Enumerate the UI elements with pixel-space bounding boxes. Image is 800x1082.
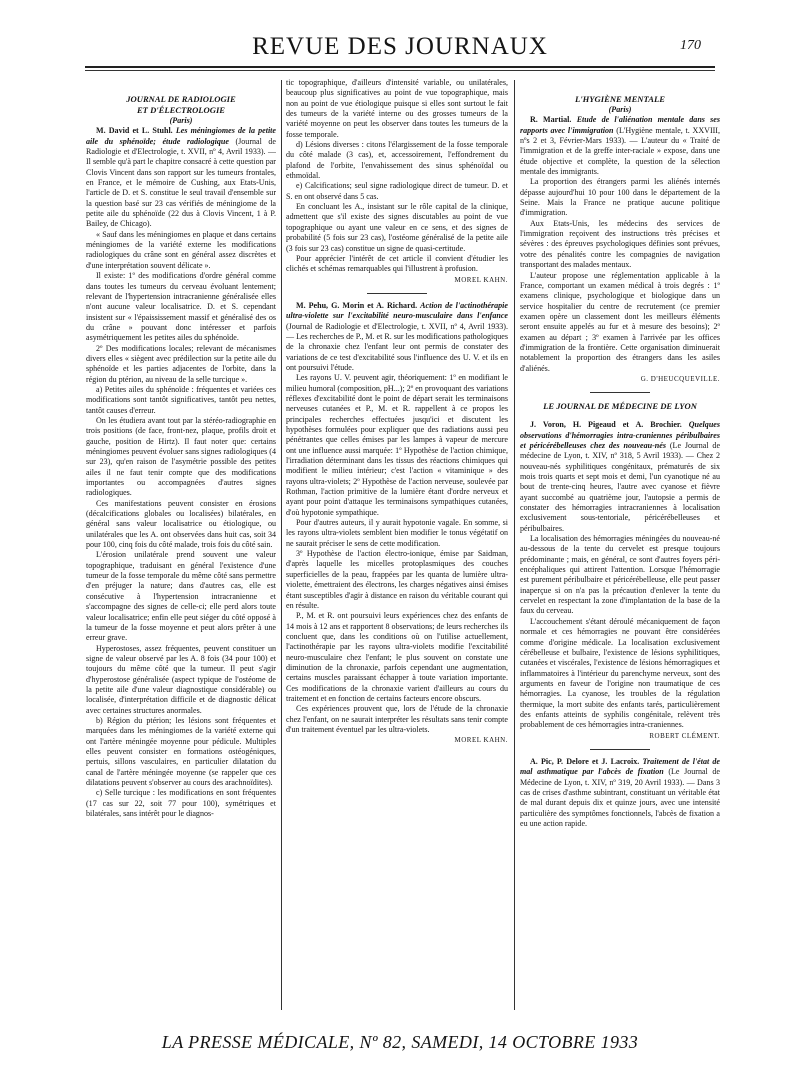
article-body: (Le Journal de médecine de Lyon, t. XIV, nº 318, 5 Avril 1933). — Chez 2 nouveau-nés syphilitiques congénitaux, prématurés de six mois trois quarts et sept mois et demi, l'un cyanotique né au bout de trente-cinq heures, l'autre avec cyanose et fièvre ayant succombé au quatrième jour, l'autopsie a permis de constater des hémorragies intracraniennes à localisation exclusivement sous-tentoriale, péricérébelleuses et péribulbaires. <box>520 440 720 533</box>
page-footer: LA PRESSE MÉDICALE, Nº 82, SAMEDI, 14 OCTOBRE 1933 <box>161 1032 639 1052</box>
paragraph: Pour d'autres auteurs, il y aurait hypotonie vagale. En somme, si les rayons ultra-violets semblent bien modifier le tonus végétatif on ne saurait préciser le sens de cette modification. <box>286 518 508 548</box>
article-body: (Journal de Radiologie et d'Electrologie, t. XVII, nº 4, Avril 1933). — Les recherches de P., M. et R. sur les modifications pathologiques de la chronaxie chez l'enfant leur ont permis de constater des variations de ce test d'excitabilité sous l'influence des U. V. et ils en ont poursuivi l'étude. <box>286 321 508 372</box>
article-lead <box>286 301 508 373</box>
paragraph: Il existe: 1º des modifications d'ordre général comme dans toutes les tumeurs du cerveau évoluant lentement; relevant de l'hypertension intracranienne généralisée elles n'ont aucune valeur localisatrice. D. et S. cependant insistent sur « l'épaississement massif et généralisé des os du crâne » pouvant donc intéresser et parfois asymétriquement les petites ailes du sphénoïde. <box>86 271 276 343</box>
paragraph: 2º Des modifications locales; relevant de mécanismes divers elles « siègent avec prédilection sur la petite aile du sphénoïde et les parties adjacentes de l'orbite, dans la région du ptérion, au niveau de la selle turcique ». <box>86 343 276 384</box>
author-signature: G. D'HEUCQUEVILLE. <box>640 374 720 383</box>
article-title: Etude de l'aliénation mentale dans ses rapports avec l'immigration <box>520 115 720 135</box>
paragraph: Aux Etats-Unis, les médecins des services de l'immigration reçoivent des instructions très précises et sévères : des épreuves psychologiques définies sont prévues, votre des pénalités contre les compagnies de navigation transportant des malades mentaux. <box>520 218 720 270</box>
article-lead <box>520 757 720 829</box>
page-title: REVUE DES JOURNAUX <box>252 33 548 60</box>
article-body: (Journal de Radiologie et d'Electrologie, t. XVII, nº 4, Avril 1933). — Il semble qu'à part le chapitre consacré à cette question par Clovis Vincent dans son rapport sur les tumeurs frontales, en France, et le mémoire de Cushing, aux Etats-Unis, l'article de D. et S. constitue le seul travail d'ensemble sur la question basé sur 23 cas vérifiés de méningiome de la petite aile du sphénoïde (22 dus à Clovis Vincent, 1 à P. Bailey, de Chicago). <box>86 136 276 229</box>
paragraph: En concluant les A., insistant sur le rôle capital de la clinique, admettent que s'il existe des signes discutables au point de vue topographique ou ayant une valeur en ce sens, et des signes de probabilité (5 fois sur 23 cas), l'ostéome généralisé de la petite aile (3 fois sur 23 cas) constitue un signe de quasi-certitude. <box>286 202 508 253</box>
article-separator <box>590 392 650 393</box>
journal-heading-line2: ET D'ÉLECTROLOGIE <box>136 105 226 115</box>
article-lead <box>520 420 720 534</box>
page-number: 170 <box>680 38 701 53</box>
column-left <box>86 78 276 1018</box>
paragraph: b) Région du ptérion; les lésions sont fréquentes et marquées dans les méningiomes de la variété externe qui ont l'artère méningée moyenne pour pédicule. Multiples elles peuvent consister en formations ostéogéniques, pertuis, sillons vasculaires, en particulier dilatation du canal de l'artère méningée moyenne (se rappeler que ces dilatations peuvent s'observer au cours des arachnoïdites). <box>86 715 276 787</box>
paragraph: tic topographique, d'ailleurs d'intensité variable, ou unilatérales, beaucoup plus significatives au point de vue topographique, mais non au point de vue étiologique puisque si elles sont surtout le fait des tumeurs de la variété interne ou des grosses tumeurs de la variété moyenne on peut les observer dans toutes les tumeurs de la fosse temporale. <box>286 78 508 139</box>
column-divider-1 <box>281 80 282 1010</box>
paragraph: On les étudiera avant tout par la stéréo-radiographie en trois positions (de face, front-nez, plaque, profils droit et gauche, position de Hirtz). Il faut noter que: certains méningiomes peuvent évoluer sans signes radiologiques (4 sur 23), qu'en raison de l'asymétrie possible des petites ailes il ne faut tenir compte que des modifications importantes ou accompagnées d'autres signes radiologiques. <box>86 415 276 498</box>
paragraph: « Sauf dans les méningiomes en plaque et dans certains méningiomes de la variété externe les modifications radiologiques du crâne sont en général assez discrètes et d'une interprétation souvent délicate ». <box>86 229 276 270</box>
journal-heading: LE JOURNAL DE MÉDECINE DE LYON <box>543 401 697 412</box>
header-rule <box>85 66 715 68</box>
article-title: Quelques observations d'hémorragies intra-craniennes péribulbaires et péricérébelleuses chez des nouveau-nés <box>520 420 720 450</box>
paragraph: P., M. et R. ont poursuivi leurs expériences chez des enfants de 14 mois à 12 ans et rapportent 8 observations; de leurs recherches ils concluent que, dans les conditions où on l'utilise actuellement, l'actinothérapie par les rayons ultra-violets modifie l'excitabilité neuro-musculaire chez l'enfant; le plus souvent on constate une diminution de la chronaxie, parfois cependant une augmentation, certains muscles paraissant échapper à toute variation importante. Ces modifications de la chronaxie varient d'ailleurs au cours du traitement et en fonction de certains facteurs encore obscurs. <box>286 611 508 703</box>
paragraph: L'auteur propose une réglementation applicable à la France, comportant un examen médical à trois degrés : 1º examens clinique, psychologique et biologique dans un service hospitalier du centre de recrutement (ce premier examen opère un classement dont les meilleurs éléments seront ensuite appelés au fur et à mesure des besoins); 2º examen au départ ; 3º examen à l'arrivée par les offices d'immigration de la frontière. Cette organisation diminuerait notablement la proportion des étrangers dans les asiles d'aliénés. <box>520 270 720 373</box>
paragraph: Ces manifestations peuvent consister en érosions (décalcifications globales ou localisées) bilatérales, en général sans valeur localisatrice ou étiologique, ou unilatérales que les A. ont observées dans huit cas, soit 34 pour 100, cinq fois du côté malade, trois fois du côté sain. <box>86 498 276 550</box>
paragraph: L'accouchement s'étant déroulé mécaniquement de façon normale et ces hémorragies ne pouvant être considérées comme d'origine médicale. La localisation exclusivement cérébelleuse et bulbaire, l'existence de lésions syphilitiques, cutanées et viscérales, l'existence de lésions hémorragiques et inflammatoires à l'intérieur du parenchyme nerveux, sont des arguments en faveur de l'origine non traumatique de ces hémorragies. La cyanose, les troubles de la régulation thermique, la mort subite des enfants tarés, particulièrement des enfants atteints de syphilis congénitale, relèvent très probablement de ces hémorragies intra-craniennes. <box>520 616 720 730</box>
paragraph: e) Calcifications; seul signe radiologique direct de tumeur. D. et S. en ont observé dans 5 cas. <box>286 181 508 201</box>
article-title: Action de l'actinothérapie ultra-violette sur l'excitabilité neuro-musculaire dans l'enfance <box>286 300 508 321</box>
paragraph: a) Petites ailes du sphénoïde : fréquentes et variées ces modifications sont tantôt significatives, tantôt peu nettes, tantôt causes d'erreur. <box>86 384 276 415</box>
article-lead <box>520 115 720 177</box>
column-middle <box>286 78 508 1018</box>
article-separator <box>367 293 427 294</box>
paragraph: Ces expériences prouvent que, lors de l'étude de la chronaxie chez l'enfant, on ne saurait interpréter les résultats sans tenir compte d'un traitement éventuel par les ultra-violets. <box>286 704 508 734</box>
paragraph: 3º Hypothèse de l'action électro-ionique, émise par Saidman, d'après laquelle les micelles protoplasmiques des couches superficielles de la peau, frappées par les quanta de lumière ultra-violette, émettraient des électrons, les charges négatives ainsi émises étant susceptibles d'agir à distance en raison du véritable courant qui en résulte. <box>286 549 508 610</box>
column-right <box>520 78 720 1018</box>
paragraph: d) Lésions diverses : citons l'élargissement de la fosse temporale du côté malade (3 cas), et, accessoirement, l'effondrement du plafond de l'orbite, l'envahissement des sinus sphénoïdal ou ethmoïdal. <box>286 140 508 181</box>
article-body: (L'Hygiène mentale, t. XXVIII, nºs 2 et 3, Février-Mars 1933). — L'auteur du « Traité de l'immigration et de la greffe inter-raciale » expose, dans une étude objective et complète, la question de la sélection mentale des immigrants. <box>520 125 720 177</box>
journal-city: (Paris) <box>169 116 193 125</box>
article-lead <box>86 126 276 229</box>
author-signature: MOREL KAHN. <box>454 736 508 745</box>
paragraph: La localisation des hémorragies méningées du nouveau-né au-dessous de la tente du cervelet est presque toujours prédominante ; mais, en général, ce sont d'autres foyers péri-encéphaliques qui attirent l'attention. Lorsque l'hémorragie est purement péribulbaire et péricérébelleuse, elle peut passer inaperçue si on n'a pas la précaution d'enlever la tente du cervelet en respectant la zone d'implantation de la base de la faux du cerveau. <box>520 534 720 616</box>
article-separator <box>590 749 650 750</box>
header-rule-thin <box>85 70 715 71</box>
article-authors: J. Voron, H. Pigeaud et A. Brochier. <box>530 420 682 430</box>
journal-heading: L'HYGIÈNE MENTALE <box>574 94 665 104</box>
article-title: Les méningiomes de la petite aile du sphénoïde; étude radiologique <box>86 126 276 146</box>
author-signature: MOREL KAHN. <box>454 275 508 284</box>
paragraph: L'érosion unilatérale prend souvent une valeur topographique, traduisant en général l'existence d'une tumeur de la fosse temporale du même côté sans permettre d'en préjuger la nature; dans d'autres cas, elle est consécutive à l'hypertension intracranienne et s'accompagne des signes de celle-ci; elle perd alors toute valeur localisatrice; enfin elle peut siéger du côté opposé à la tumeur de la fosse moyenne et peut alors prêter à une erreur grave. <box>86 550 276 643</box>
paragraph: Les rayons U. V. peuvent agir, théoriquement: 1º en modifiant le milieu humoral (composition, pH...); 2º en provoquant des variations réflexes d'excitabilité dont le point de départ serait les terminaisons nerveuses cutanées et P., M. et R. rappellent à ce propos les principales recherches effectuées jusqu'ici et discutent les hypothèses formulées pour expliquer que des radiations aussi peu pénétrantes que celles émises par les lampes à vapeur de mercure ont une influence aussi marquée: 1º Hypothèse de l'action chimique, l'irradiation déterminant dans les tissus des réactions chimiques qui modifient le milieu intérieur; c'est l'action « vitaminique » des rayons ultra-violets; 2º Hypothèse de l'action nerveuse, soulevée par Rothman, l'action primitive de la lumière étant d'ordre nerveux et ayant pour point d'attaque les terminaisons sympathiques cutanées, d'où hypotonie sympathique. <box>286 373 508 517</box>
article-authors: R. Martial. <box>530 115 572 125</box>
column-divider-2 <box>514 80 515 1010</box>
paragraph: Pour apprécier l'intérêt de cet article il convient d'étudier les clichés et schémas remarquables qui l'illustrent à profusion. <box>286 253 508 274</box>
paragraph: c) Selle turcique : les modifications en sont fréquentes (17 cas sur 22, soit 77 pour 100), symétriques et bilatérales, sans intérêt pour le diagnos- <box>86 788 276 819</box>
article-authors: A. Pic, P. Delore et J. Lacroix. <box>530 756 640 766</box>
paragraph: La proportion des étrangers parmi les aliénés internés dépasse aujourd'hui 10 pour 100 dans le département de la Seine. Mais la France ne pratique aucune politique d'immigration. <box>520 177 720 218</box>
article-authors: M. David et L. Stuhl. <box>96 126 173 136</box>
article-body: (Le Journal de Médecine de Lyon, t. XIV, nº 319, 20 Avril 1933). — Dans 3 cas de crises d'asthme subintrant, constituant un véritable état de mal durant depuis dix et quinze jours, avec une intensité particulière des symptômes fonctionnels, l'abcès de fixation a eu une action rapide. <box>520 767 720 828</box>
article-authors: M. Pehu, G. Morin et A. Richard. <box>296 300 418 310</box>
journal-heading: JOURNAL DE RADIOLOGIE <box>126 94 236 104</box>
paragraph: Hyperostoses, assez fréquentes, peuvent constituer un signe de valeur observé par les A. 8 fois (34 pour 100) et toujours du même côté que la tumeur. Il peut s'agir d'hyperostose généralisée (aspect typique de l'ostéome de la petite aile d'une valeur diagnostique considérable) ou localisée, d'interprétation difficile et de diagnostic délicat avec certaines structures anormales. <box>86 643 276 715</box>
author-signature: ROBERT CLÉMENT. <box>649 731 720 740</box>
article-title: Traitement de l'état de mal asthmatique par l'abcès de fixation <box>520 756 720 777</box>
journal-city: (Paris) <box>608 105 632 114</box>
